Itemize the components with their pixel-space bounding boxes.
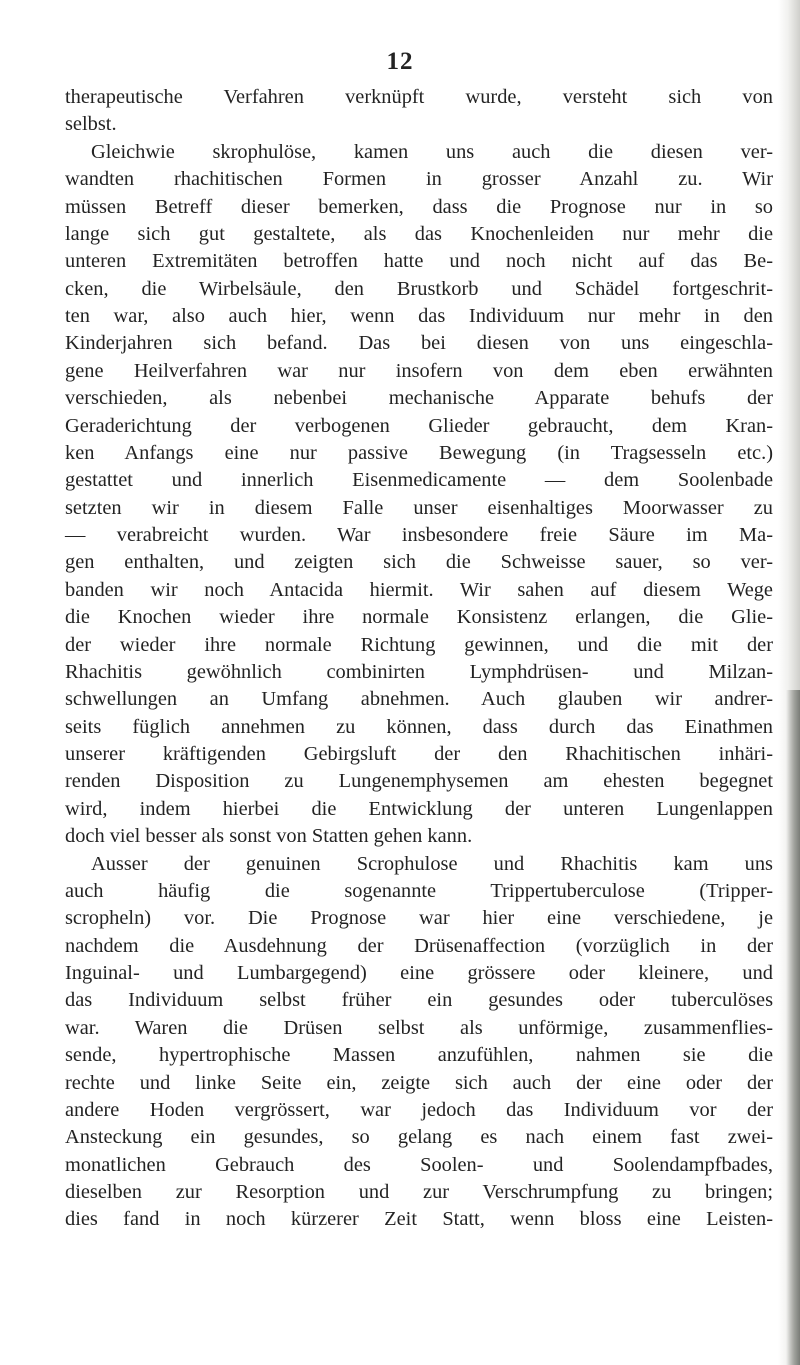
text-line: wandten rhachitischen Formen in grosser Anzahl zu. Wir — [65, 168, 773, 191]
page-number: 12 — [386, 48, 414, 75]
text-line: müssen Betreff dieser bemerken, dass die Prognose nur in so — [65, 195, 773, 218]
text-line: die Knochen wieder ihre normale Konsistenz erlangen, die Glie- — [65, 606, 773, 629]
text-line: seits füglich annehmen zu können, dass durch das Einathmen — [65, 715, 773, 738]
text-line: schwellungen an Umfang abnehmen. Auch glauben wir andrer- — [65, 688, 773, 711]
text-line: der wieder ihre normale Richtung gewinnen, und die mit der — [65, 633, 773, 656]
body-text — [65, 84, 773, 1234]
text-line: unserer kräftigenden Gebirgsluft der den Rhachitischen inhäri- — [65, 743, 773, 765]
text-line: andere Hoden vergrössert, war jedoch das Individuum vor der — [65, 1098, 773, 1121]
text-line: setzten wir in diesem Falle unser eisenhaltiges Moorwasser zu — [65, 496, 773, 519]
text-line: verschieden, als nebenbei mechanische Apparate behufs der — [65, 387, 773, 410]
text-line: Inguinal- und Lumbargegend) eine grössere oder kleinere, und — [65, 962, 773, 984]
text-line: nachdem die Ausdehnung der Drüsenaffection (vorzüglich in der — [65, 934, 773, 957]
page-edge-shadow — [786, 690, 800, 1365]
text-line: renden Disposition zu Lungenemphysemen am ehesten begegnet — [65, 770, 773, 793]
text-line: cken, die Wirbelsäule, den Brustkorb und Schädel fortgeschrit- — [65, 277, 773, 300]
text-line: dies fand in noch kürzerer Zeit Statt, wenn bloss eine Leisten- — [65, 1208, 773, 1231]
text-line: Geraderichtung der verbogenen Glieder gebraucht, dem Kran- — [65, 414, 773, 437]
text-line: doch viel besser als sonst von Statten gehen kann. — [65, 825, 473, 848]
text-line: Ansteckung ein gesundes, so gelang es nach einem fast zwei- — [65, 1126, 773, 1149]
text-line: sende, hypertrophische Massen anzufühlen, nahmen sie die — [65, 1044, 773, 1067]
text-line: monatlichen Gebrauch des Soolen- und Soolendampfbades, — [65, 1153, 773, 1176]
text-line: therapeutische Verfahren verknüpft wurde, versteht sich von — [65, 86, 773, 108]
text-line: ken Anfangs eine nur passive Bewegung (in Tragsesseln etc.) — [65, 441, 773, 464]
text-line: banden wir noch Antacida hiermit. Wir sahen auf diesem Wege — [65, 578, 773, 601]
text-line: unteren Extremitäten betroffen hatte und noch nicht auf das Be- — [65, 250, 773, 273]
text-line: dieselben zur Resorption und zur Verschrumpfung zu bringen; — [65, 1181, 773, 1203]
text-line: war. Waren die Drüsen selbst als unförmige, zusammenflies- — [65, 1016, 773, 1039]
text-line: Kinderjahren sich befand. Das bei diesen von uns eingeschla- — [65, 332, 773, 355]
text-line: das Individuum selbst früher ein gesundes oder tuberculöses — [65, 989, 773, 1012]
text-line: scropheln) vor. Die Prognose war hier eine verschiedene, je — [65, 907, 773, 930]
text-line: selbst. — [65, 113, 117, 136]
text-line: — verabreicht wurden. War insbesondere freie Säure im Ma- — [65, 524, 773, 546]
text-line: auch häufig die sogenannte Trippertuberculose (Tripper- — [65, 879, 773, 902]
text-line: rechte und linke Seite ein, zeigte sich auch der eine oder der — [65, 1071, 773, 1094]
text-line: wird, indem hierbei die Entwicklung der unteren Lungenlappen — [65, 797, 773, 820]
text-line: ten war, also auch hier, wenn das Individuum nur mehr in den — [65, 305, 773, 327]
text-line: gestattet und innerlich Eisenmedicamente — dem Soolenbade — [65, 469, 773, 492]
text-line: lange sich gut gestaltete, als das Knochenleiden nur mehr die — [65, 222, 773, 245]
text-line: Gleichwie skrophulöse, kamen uns auch die diesen ver- — [91, 140, 773, 163]
text-line: Ausser der genuinen Scrophulose und Rhachitis kam uns — [91, 852, 773, 875]
text-line: gen enthalten, und zeigten sich die Schweisse sauer, so ver- — [65, 551, 773, 574]
text-line: gene Heilverfahren war nur insofern von dem eben erwähnten — [65, 359, 773, 382]
text-line: Rhachitis gewöhnlich combinirten Lymphdrüsen- und Milzan- — [65, 660, 773, 683]
